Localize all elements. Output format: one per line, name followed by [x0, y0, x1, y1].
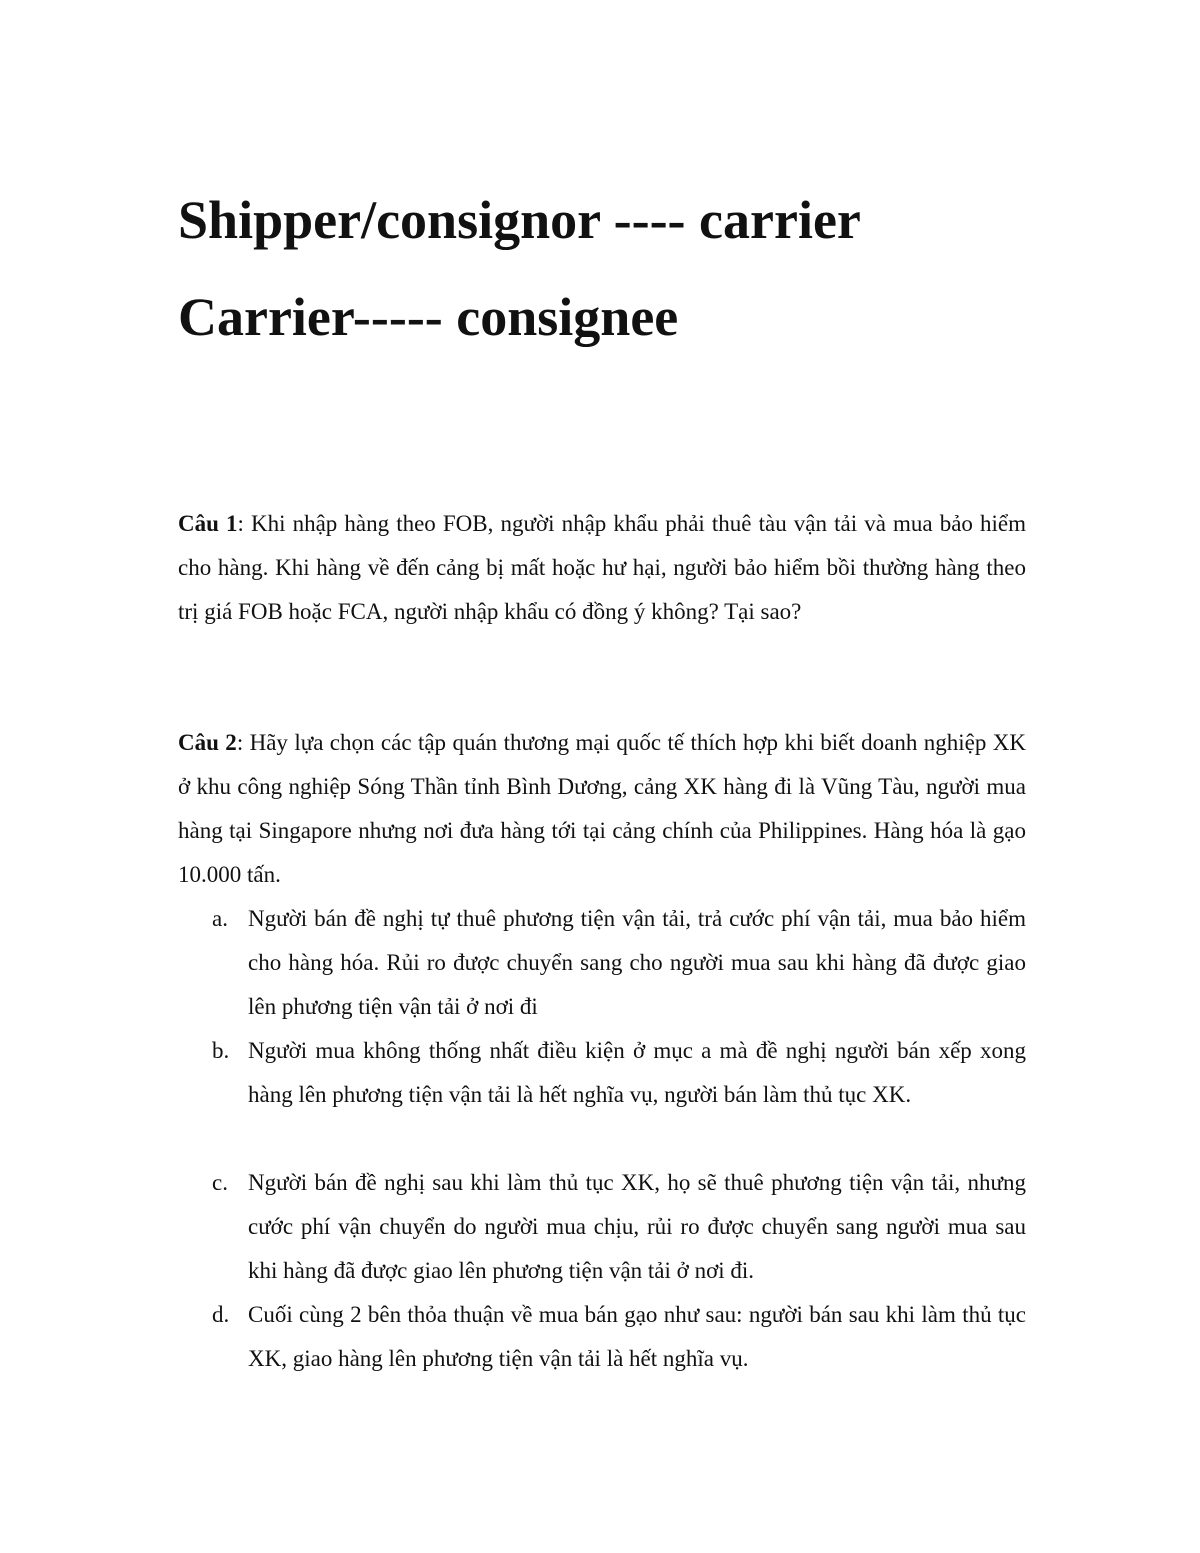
option-c-marker: c. [212, 1170, 228, 1195]
question-2 [178, 721, 1026, 897]
option-d [178, 1293, 1026, 1381]
option-a-text: Người bán đề nghị tự thuê phương tiện vận tải, trả cước phí vận tải, mua bảo hiểm cho hàng hóa. Rủi ro được chuyển sang cho người mua sau khi hàng đã được giao lên phương tiện vận tải ở nơi đi [248, 906, 1026, 1019]
question-2-label: Câu 2 [178, 730, 237, 755]
question-1-text: : Khi nhập hàng theo FOB, người nhập khẩu phải thuê tàu vận tải và mua bảo hiểm cho hàng. Khi hàng về đến cảng bị mất hoặc hư hại, người bảo hiểm bồi thường hàng theo trị giá FOB hoặc FCA, người nhập khẩu có đồng ý không? Tại sao? [178, 511, 1026, 624]
option-b [178, 1029, 1026, 1161]
question-2-options [178, 897, 1026, 1381]
question-1-label: Câu 1 [178, 511, 238, 536]
option-c [178, 1161, 1026, 1293]
option-c-text: Người bán đề nghị sau khi làm thủ tục XK, họ sẽ thuê phương tiện vận tải, nhưng cước phí vận chuyển do người mua chịu, rủi ro được chuyển sang người mua sau khi hàng đã được giao lên phương tiện vận tải ở nơi đi. [248, 1170, 1026, 1283]
question-2-text: : Hãy lựa chọn các tập quán thương mại quốc tế thích hợp khi biết doanh nghiệp XK ở khu công nghiệp Sóng Thần tỉnh Bình Dương, cảng XK hàng đi là Vũng Tàu, người mua hàng tại Singapore nhưng nơi đưa hàng tới tại cảng chính của Philippines. Hàng hóa là gạo 10.000 tấn. [178, 730, 1026, 887]
option-a-marker: a. [212, 906, 228, 931]
question-1 [178, 502, 1026, 634]
heading-carrier-consignee: Carrier----- consignee [178, 287, 679, 347]
option-b-marker: b. [212, 1038, 230, 1063]
option-d-marker: d. [212, 1302, 230, 1327]
heading-shipper-carrier: Shipper/consignor ---- carrier [178, 190, 861, 250]
option-a [178, 897, 1026, 1029]
option-d-text: Cuối cùng 2 bên thỏa thuận về mua bán gạo như sau: người bán sau khi làm thủ tục XK, giao hàng lên phương tiện vận tải là hết nghĩa vụ. [248, 1302, 1026, 1371]
option-b-text: Người mua không thống nhất điều kiện ở mục a mà đề nghị người bán xếp xong hàng lên phương tiện vận tải là hết nghĩa vụ, người bán làm thủ tục XK. [248, 1038, 1026, 1107]
